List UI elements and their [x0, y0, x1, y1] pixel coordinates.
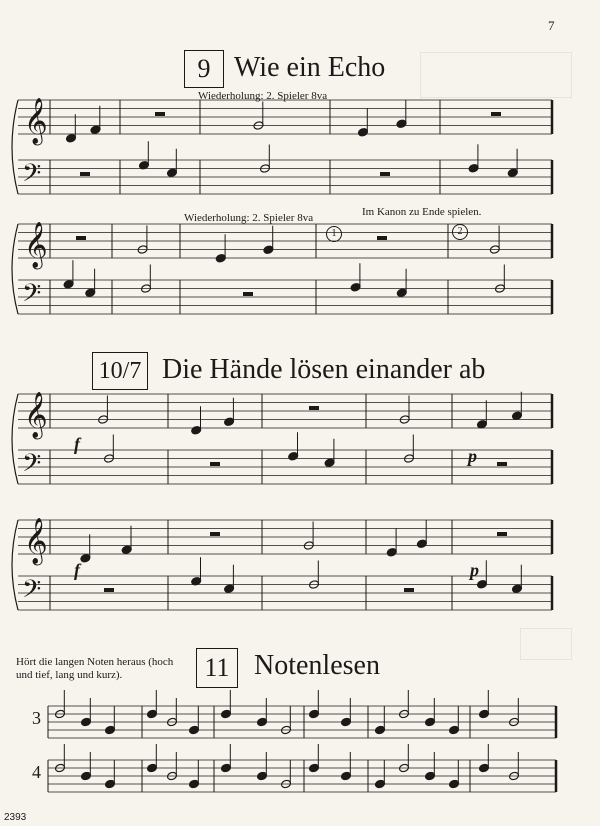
treble-clef: 𝄞: [24, 518, 48, 564]
bass-clef: 𝄢: [22, 279, 42, 314]
direction-text: Wiederholung: 2. Spieler 8va: [184, 212, 314, 224]
piece-title: Notenlesen: [254, 650, 380, 681]
piece-number: 9: [197, 54, 211, 83]
bass-clef: 𝄢: [22, 449, 42, 484]
print-id: 2393: [4, 812, 27, 823]
dynamic-marking: p: [468, 446, 477, 466]
bass-clef: 𝄢: [22, 159, 42, 194]
treble-clef: 𝄞: [24, 222, 48, 268]
piece-title: Wie ein Echo: [234, 52, 386, 83]
instruction-line: Hört die langen Noten heraus (hoch und tief, lang und kurz).: [16, 656, 174, 681]
dynamic-marking: p: [470, 560, 479, 580]
direction-text: Im Kanon zu Ende spielen.: [362, 206, 482, 218]
treble-clef: 𝄞: [24, 98, 48, 144]
bass-clef: 𝄢: [22, 575, 42, 610]
direction-text: Wiederholung: 2. Spieler 8va: [198, 90, 328, 102]
piece-title: Die Hände lösen einander ab: [162, 354, 486, 385]
canon-marker: 1: [326, 226, 342, 242]
row-number: 4: [32, 762, 41, 782]
row-number: 3: [32, 708, 41, 728]
dynamic-marking: f: [74, 560, 80, 580]
piece-number: 10/7: [98, 358, 142, 384]
treble-clef: 𝄞: [24, 392, 48, 438]
page-number: 7: [548, 18, 555, 33]
piece-number: 11: [204, 653, 230, 682]
dynamic-marking: f: [74, 434, 80, 454]
canon-marker: 2: [452, 224, 468, 240]
